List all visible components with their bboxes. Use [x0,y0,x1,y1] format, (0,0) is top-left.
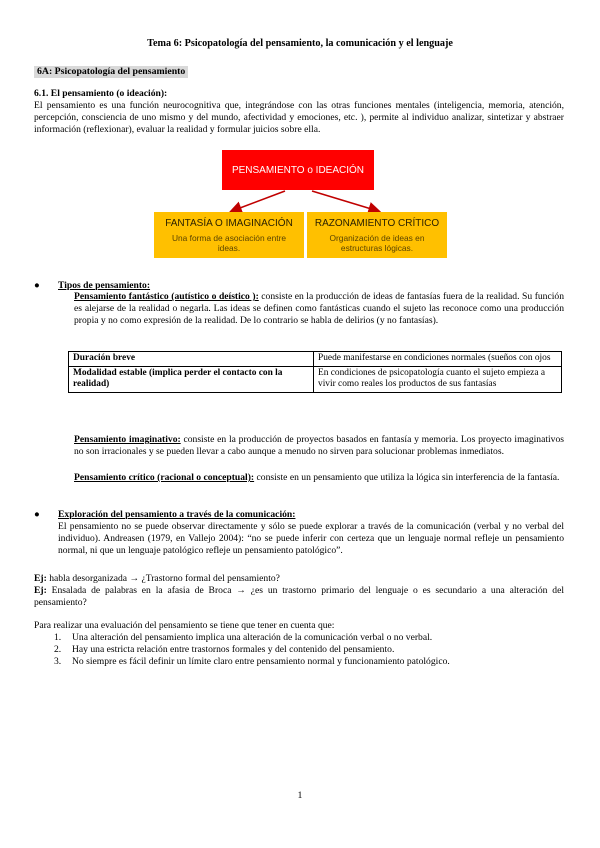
exploracion-paragraph: El pensamiento no se puede observar directamente y sólo se puede explorar a través de la comunicación (verbal y no verbal del individuo). Andreasen (1979, en Vallejo 2004): “no se puede inferir con certeza que un lenguaje normal refleje un pensamiento normal, ni que un lenguaje patológico refleje un pensamiento patológico”. [58,521,564,556]
exploracion-heading [34,509,295,521]
bullet-icon: ● [34,509,40,520]
document-title: Tema 6: Psicopatología del pensamiento, la comunicación y el lenguaje [147,38,453,49]
list-item [34,656,564,668]
razonamiento-box [307,212,447,258]
arrow-to-fantasia [232,191,285,211]
fantastico-label: Pensamiento fantástico (autístico o deístico ): [74,291,259,302]
table-row [69,366,562,392]
example-1-text: habla desorganizada → ¿Trastorno formal del pensamiento? [46,573,280,584]
fantastico-text: consiste en la producción de ideas de fantasías fuera de la realidad. Su función es alejarse de la realidad o negarla. Las ideas se definen como fantásticas cuando el sujeto las reconoce como una producción propia y no como expresión de la realidad. De lo contrario se habla de delirios (y no fantasías). [74,291,564,326]
fantasia-box [154,212,304,258]
page-number: 1 [297,790,303,801]
list-intro: Para realizar una evaluación del pensamiento se tiene que tener en cuenta que: [34,620,335,631]
imaginativo-paragraph [74,434,564,458]
critico-text: consiste en un pensamiento que utiliza la lógica sin interferencia de la fantasía. [254,472,560,483]
list-item [34,632,564,644]
fantasia-description: Una forma de asociación entre ideas. [171,233,287,253]
concept-diagram [0,150,600,265]
fantastico-paragraph [74,291,564,327]
list-number: 1. [54,632,62,643]
example-2-text: Ensalada de palabras en la afasia de Broca → ¿es un trastorno primario del lenguaje o es secundario a una alteración del pensamiento? [34,585,564,608]
critico-paragraph [74,472,564,484]
pensamiento-box [222,150,374,190]
list-item [34,644,564,656]
section-heading: 6A: Psicopatología del pensamiento [34,66,188,78]
exploracion-heading-label: Exploración del pensamiento a través de la comunicación: [58,509,296,520]
example-1-label: Ej: [34,573,47,584]
fantasia-table [68,351,562,393]
imaginativo-label: Pensamiento imaginativo: [74,434,181,445]
list-text: No siempre es fácil definir un límite claro entre pensamiento normal y funcionamiento patológico. [72,656,450,667]
tipos-heading-label: Tipos de pensamiento: [58,280,151,291]
example-1 [34,573,564,585]
imaginativo-text: consiste en la producción de proyectos basados en fantasía y memoria. Los proyecto imaginativos no son irracionales y se pueden llevar a cabo aunque a menudo no sirven para solucionar problemas inmediatos. [74,434,564,457]
table-cell: Duración breve [69,352,314,367]
intro-paragraph: El pensamiento es una función neurocognitiva que, integrándose con las otras funciones mentales (inteligencia, memoria, atención, percepción, consciencia de uno mismo y del mundo, afectividad y emociones, etc. ), permite al individuo analizar, sintetizar y abstraer información (reflexionar), evaluar la realidad y formular juicios sobre ella. [34,100,564,135]
table-cell: Puede manifestarse en condiciones normales (sueños con ojos [314,352,562,367]
example-2-label: Ej: [34,585,47,596]
pensamiento-label: PENSAMIENTO o IDEACIÓN [231,164,365,176]
example-2 [34,585,564,609]
fantasia-title: FANTASÍA O IMAGINACIÓN [165,218,293,229]
list-text: Una alteración del pensamiento implica una alteración de la comunicación verbal o no verbal. [72,632,433,643]
razonamiento-title: RAZONAMIENTO CRÍTICO [314,218,440,229]
table-row [69,352,562,367]
table-cell: En condiciones de psicopatología cuanto el sujeto empieza a vivir como reales los productos de sus fantasías [314,366,562,392]
razonamiento-description: Organización de ideas en estructuras lógicas. [329,233,425,253]
list-number: 2. [54,644,62,655]
bullet-icon: ● [34,280,40,291]
arrow-to-razonamiento [312,191,378,211]
table-cell: Modalidad estable (implica perder el contacto con la realidad) [69,366,314,392]
list-number: 3. [54,656,62,667]
evaluation-list [34,632,564,668]
list-text: Hay una estricta relación entre trastornos formales y del contenido del pensamiento. [72,644,395,655]
subheading: 6.1. El pensamiento (o ideación): [34,88,168,99]
critico-label: Pensamiento crítico (racional o conceptual): [74,472,255,483]
